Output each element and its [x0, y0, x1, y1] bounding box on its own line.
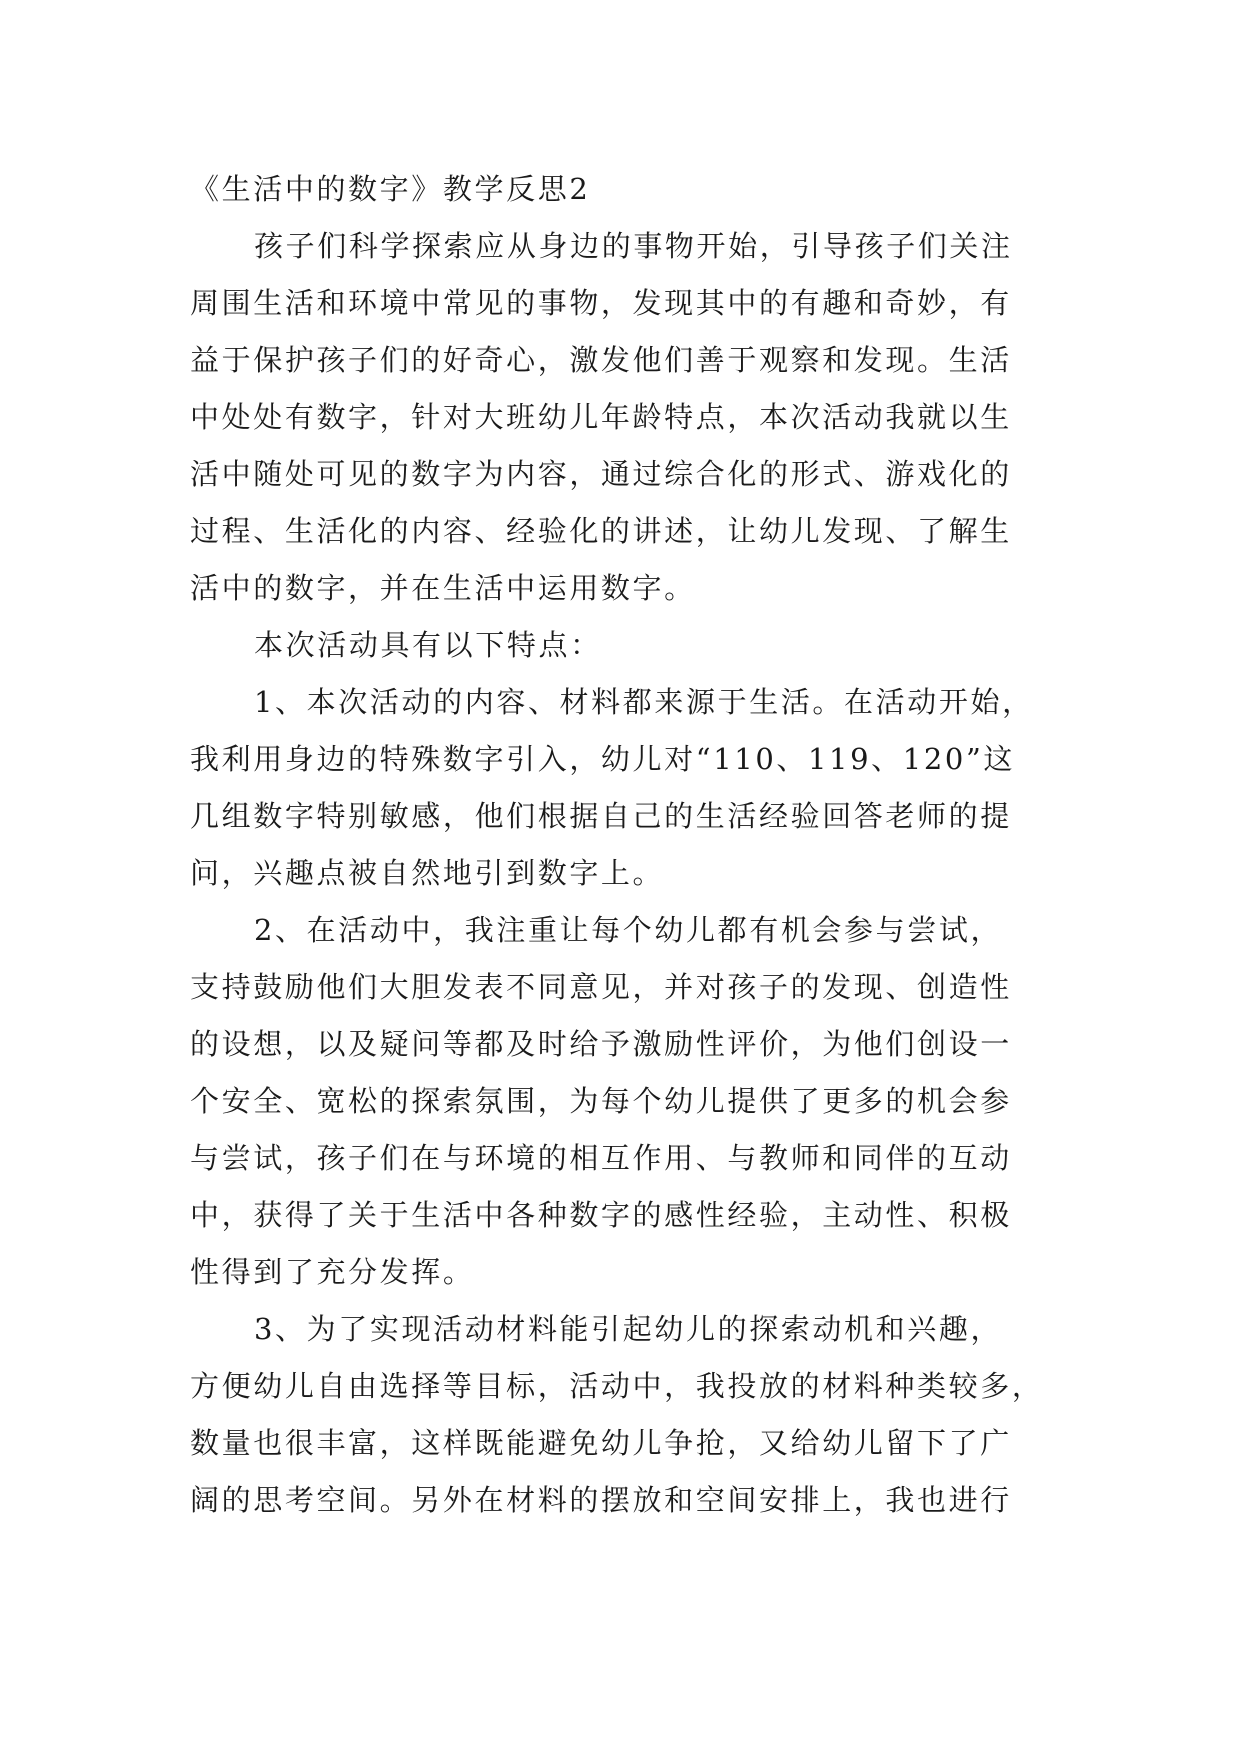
text-line: 活中的数字，并在生活中运用数字。	[190, 571, 696, 605]
text-line: 3、为了实现活动材料能引起幼儿的探索动机和兴趣，	[254, 1312, 1003, 1346]
text-line: 与尝试，孩子们在与环境的相互作用、与教师和同伴的互动	[190, 1141, 1012, 1175]
text-line: 益于保护孩子们的好奇心，激发他们善于观察和发现。生活	[190, 343, 1012, 377]
text-line: 本次活动具有以下特点：	[254, 628, 602, 662]
text-line: 中处处有数字，针对大班幼儿年龄特点，本次活动我就以生	[190, 400, 1012, 434]
text-line: 1、本次活动的内容、材料都来源于生活。在活动开始，	[254, 685, 1034, 719]
text-line: 中，获得了关于生活中各种数字的感性经验，主动性、积极	[190, 1198, 1012, 1232]
text-line: 周围生活和环境中常见的事物，发现其中的有趣和奇妙，有	[190, 286, 1012, 320]
text-line: 数量也很丰富，这样既能避免幼儿争抢，又给幼儿留下了广	[190, 1426, 1012, 1460]
text-line: 方便幼儿自由选择等目标，活动中，我投放的材料种类较多，	[190, 1369, 1044, 1403]
text-line: 的设想，以及疑问等都及时给予激励性评价，为他们创设一	[190, 1027, 1012, 1061]
text-line: 孩子们科学探索应从身边的事物开始，引导孩子们关注	[254, 229, 1013, 263]
text-line: 2、在活动中，我注重让每个幼儿都有机会参与尝试，	[254, 913, 1003, 947]
text-line: 我利用身边的特殊数字引入，幼儿对“110、119、120”这	[190, 742, 1016, 776]
text-line: 个安全、宽松的探索氛围，为每个幼儿提供了更多的机会参	[190, 1084, 1012, 1118]
text-line: 支持鼓励他们大胆发表不同意见，并对孩子的发现、创造性	[190, 970, 1012, 1004]
text-line: 性得到了充分发挥。	[190, 1255, 475, 1289]
text-line: 活中随处可见的数字为内容，通过综合化的形式、游戏化的	[190, 457, 1012, 491]
text-line: 问，兴趣点被自然地引到数字上。	[190, 856, 665, 890]
document-title: 《生活中的数字》教学反思2	[190, 172, 591, 206]
text-line: 过程、生活化的内容、经验化的讲述，让幼儿发现、了解生	[190, 514, 1012, 548]
text-line: 几组数字特别敏感，他们根据自己的生活经验回答老师的提	[190, 799, 1012, 833]
text-line: 阔的思考空间。另外在材料的摆放和空间安排上，我也进行	[190, 1483, 1012, 1517]
